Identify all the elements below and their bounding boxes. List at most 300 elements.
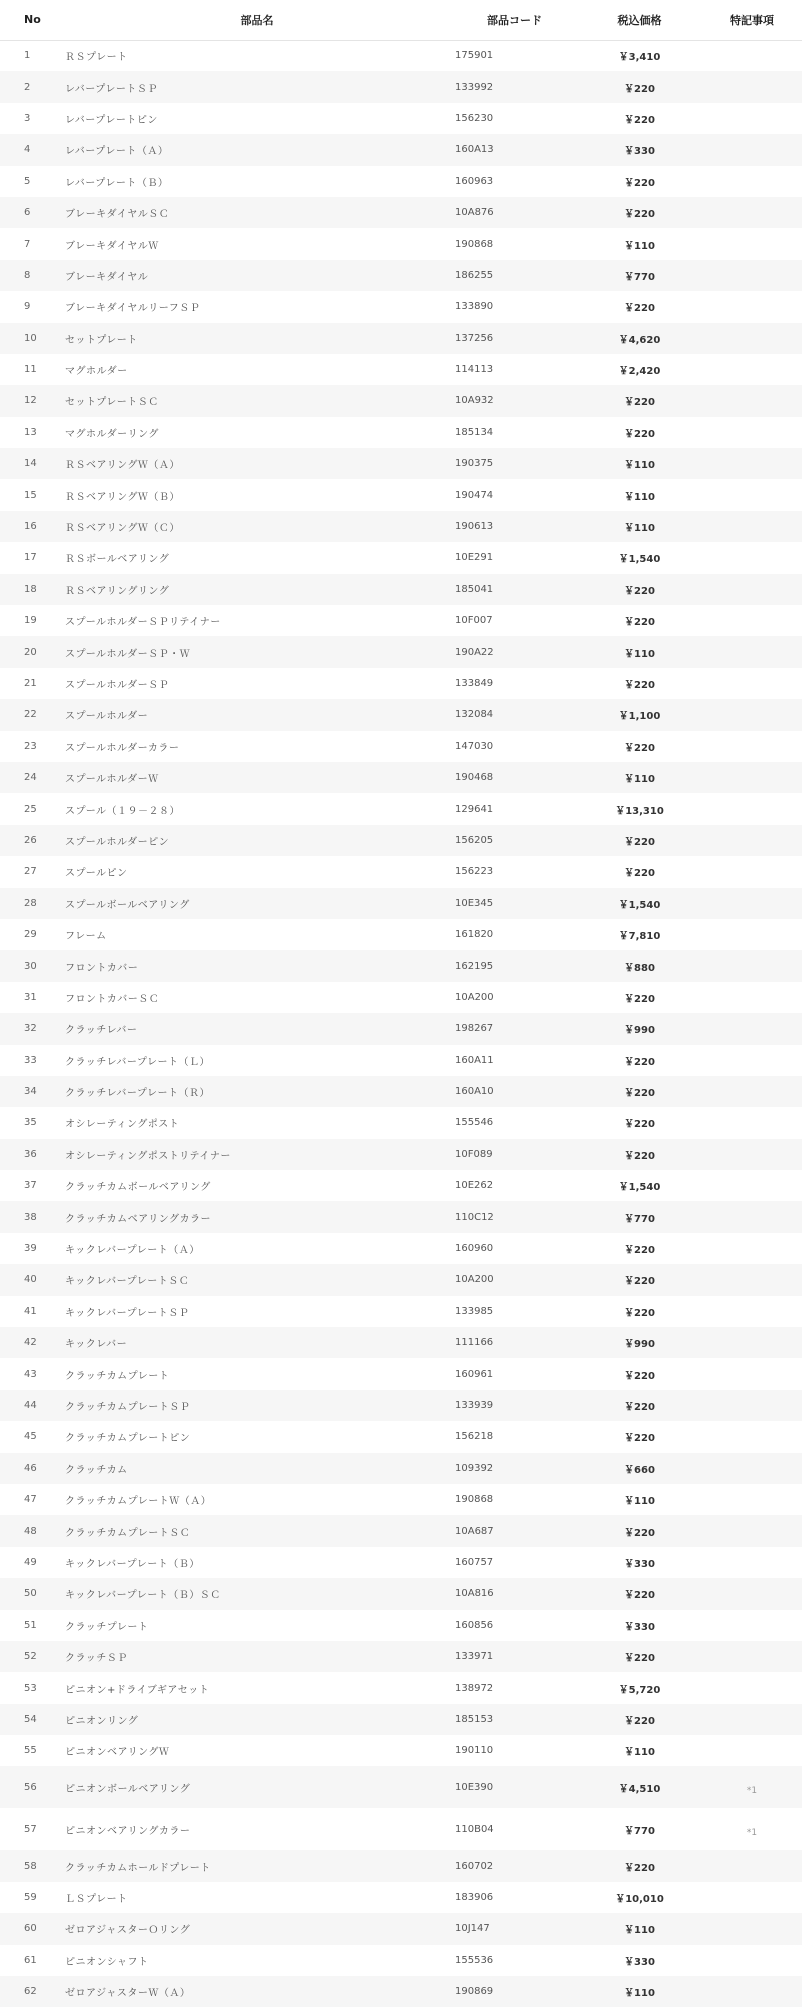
- note: [702, 1945, 802, 1976]
- part-name: クラッチカムベアリングカラー: [65, 1213, 211, 1225]
- part-name: スプール（１９－２８）: [65, 805, 180, 817]
- row-no: 56: [24, 1781, 37, 1793]
- part-code: 155546: [455, 1117, 494, 1129]
- header-part-code: 部品コード: [452, 0, 577, 40]
- part-code: 10E390: [455, 1781, 494, 1793]
- part-name: スプールホルダーＳＰリテイナー: [65, 617, 221, 629]
- table-row: [0, 1913, 802, 1944]
- part-code: 162195: [455, 960, 494, 972]
- part-name: ブレーキダイヤル: [65, 271, 149, 283]
- row-no: 50: [24, 1588, 37, 1600]
- part-name: セットプレートＳＣ: [65, 397, 159, 409]
- row-no: 6: [24, 207, 31, 219]
- note: [702, 856, 802, 887]
- part-name: マグホルダー: [65, 366, 128, 378]
- part-name: キックレバープレート（Ｂ）: [65, 1558, 200, 1570]
- price: ￥330: [624, 146, 655, 158]
- row-no: 4: [24, 144, 31, 156]
- note: [702, 1045, 802, 1076]
- note: [702, 636, 802, 667]
- row-no: 9: [24, 301, 31, 313]
- part-name: ＲＳベアリングリング: [65, 585, 170, 597]
- price: ￥220: [624, 1433, 655, 1445]
- price: ￥220: [624, 303, 655, 315]
- price: ￥220: [624, 1119, 655, 1131]
- note: [702, 1735, 802, 1766]
- part-code: 175901: [455, 50, 494, 62]
- price: ￥770: [624, 271, 655, 283]
- part-name: キックレバー: [65, 1339, 128, 1351]
- note: [702, 291, 802, 322]
- part-code: 190A22: [455, 646, 494, 658]
- part-code: 10A200: [455, 991, 494, 1003]
- row-no: 5: [24, 175, 31, 187]
- note: [702, 1672, 802, 1703]
- table-row: [0, 260, 802, 291]
- part-name: オシレーティングポスト: [65, 1119, 180, 1131]
- table-row: [0, 1296, 802, 1327]
- note: [702, 1578, 802, 1609]
- price: ￥110: [624, 1925, 655, 1937]
- part-code: 186255: [455, 269, 494, 281]
- part-name: クラッチカムプレートＳＣ: [65, 1527, 191, 1539]
- note: [702, 825, 802, 856]
- table-row: [0, 574, 802, 605]
- price: ￥220: [624, 1370, 655, 1382]
- note: [702, 1201, 802, 1232]
- part-code: 10F089: [455, 1148, 493, 1160]
- table-row: [0, 1850, 802, 1881]
- part-name: ブレーキダイヤルＷ: [65, 240, 159, 252]
- part-name: セットプレート: [65, 334, 138, 346]
- price: ￥220: [624, 177, 655, 189]
- price: ￥220: [624, 1150, 655, 1162]
- row-no: 60: [24, 1923, 37, 1935]
- price: ￥110: [624, 460, 655, 472]
- note: [702, 385, 802, 416]
- note: [702, 166, 802, 197]
- row-no: 16: [24, 521, 37, 533]
- table-row: [0, 197, 802, 228]
- table-row: [0, 1610, 802, 1641]
- row-no: 13: [24, 426, 37, 438]
- part-code: 155536: [455, 1954, 494, 1966]
- part-name: クラッチカムホールドプレート: [65, 1862, 211, 1874]
- part-code: 132084: [455, 709, 494, 721]
- note: [702, 731, 802, 762]
- note: [702, 354, 802, 385]
- table-row: [0, 919, 802, 950]
- note: [702, 1107, 802, 1138]
- price: ￥990: [624, 1339, 655, 1351]
- part-code: 198267: [455, 1023, 494, 1035]
- price: ￥330: [624, 1558, 655, 1570]
- note: [702, 950, 802, 981]
- part-code: 133971: [455, 1651, 494, 1663]
- price: ￥220: [624, 1056, 655, 1068]
- note: [702, 1358, 802, 1389]
- part-code: 147030: [455, 740, 494, 752]
- part-code: 161820: [455, 929, 494, 941]
- price: ￥660: [624, 1464, 655, 1476]
- row-no: 19: [24, 615, 37, 627]
- row-no: 14: [24, 458, 37, 470]
- row-no: 46: [24, 1462, 37, 1474]
- table-row: [0, 1233, 802, 1264]
- row-no: 57: [24, 1823, 37, 1835]
- price: ￥110: [624, 774, 655, 786]
- row-no: 43: [24, 1368, 37, 1380]
- price: ￥220: [624, 1527, 655, 1539]
- table-row: [0, 825, 802, 856]
- note: [702, 1913, 802, 1944]
- part-code: 133992: [455, 81, 494, 93]
- price: ￥220: [624, 1653, 655, 1665]
- row-no: 48: [24, 1525, 37, 1537]
- part-code: 10A876: [455, 207, 494, 219]
- row-no: 28: [24, 897, 37, 909]
- note: [702, 511, 802, 542]
- row-no: 15: [24, 489, 37, 501]
- price: ￥1,540: [618, 554, 661, 566]
- row-no: 51: [24, 1619, 37, 1631]
- table-row: [0, 1421, 802, 1452]
- part-name: ピニオンベアリングカラー: [65, 1825, 191, 1837]
- note: [702, 323, 802, 354]
- table-row: [0, 1107, 802, 1138]
- row-no: 23: [24, 740, 37, 752]
- note: [702, 1547, 802, 1578]
- note: [702, 103, 802, 134]
- price: ￥220: [624, 397, 655, 409]
- row-no: 25: [24, 803, 37, 815]
- table-row: [0, 542, 802, 573]
- header-part-name: 部品名: [62, 0, 452, 40]
- price: ￥7,810: [618, 931, 661, 943]
- part-name: フレーム: [65, 931, 107, 943]
- row-no: 18: [24, 583, 37, 595]
- table-row: [0, 448, 802, 479]
- part-code: 10A687: [455, 1525, 494, 1537]
- row-no: 52: [24, 1651, 37, 1663]
- note: *1: [746, 1828, 758, 1839]
- part-name: スプールホルダー: [65, 711, 149, 723]
- part-code: 160963: [455, 175, 494, 187]
- table-row: [0, 1735, 802, 1766]
- note: [702, 762, 802, 793]
- part-name: ＬＳプレート: [65, 1894, 128, 1906]
- part-code: 137256: [455, 332, 494, 344]
- row-no: 55: [24, 1745, 37, 1757]
- part-code: 109392: [455, 1462, 494, 1474]
- price: ￥4,620: [618, 334, 661, 346]
- header-row: [0, 0, 802, 40]
- part-name: スプールホルダーＳＰ: [65, 680, 170, 691]
- row-no: 49: [24, 1556, 37, 1568]
- part-name: スプールホルダーカラー: [65, 742, 180, 754]
- table-row: [0, 605, 802, 636]
- price: ￥1,540: [618, 1182, 661, 1194]
- note: [702, 1850, 802, 1881]
- part-name: ピニオンリング: [65, 1715, 139, 1727]
- price: ￥220: [624, 1276, 655, 1288]
- row-no: 42: [24, 1337, 37, 1349]
- table-row: [0, 291, 802, 322]
- table-row: [0, 1945, 802, 1976]
- note: [702, 1170, 802, 1201]
- note: [702, 40, 802, 71]
- price: ￥220: [624, 585, 655, 597]
- note: [702, 1327, 802, 1358]
- table-row: [0, 950, 802, 981]
- header-note: 特記事項: [702, 0, 802, 40]
- note: [702, 1013, 802, 1044]
- price: ￥220: [624, 617, 655, 629]
- table-row: [0, 1076, 802, 1107]
- note: [702, 71, 802, 102]
- part-code: 129641: [455, 803, 494, 815]
- part-code: 160A10: [455, 1086, 494, 1098]
- note: [702, 417, 802, 448]
- price: ￥220: [624, 1245, 655, 1257]
- row-no: 29: [24, 929, 37, 941]
- row-no: 7: [24, 238, 31, 250]
- price: ￥220: [624, 83, 655, 95]
- table-row: [0, 40, 802, 71]
- price: ￥10,010: [615, 1894, 664, 1906]
- table-row: [0, 1704, 802, 1735]
- note: [702, 1882, 802, 1913]
- note: [702, 1390, 802, 1421]
- row-no: 32: [24, 1023, 37, 1035]
- price: ￥110: [624, 240, 655, 252]
- part-code: 10J147: [455, 1923, 490, 1935]
- table-row: [0, 982, 802, 1013]
- table-row: [0, 1390, 802, 1421]
- part-name: ＲＳベアリングＷ（Ｂ）: [65, 491, 180, 503]
- part-name: オシレーティングポストリテイナー: [65, 1150, 231, 1162]
- part-code: 190868: [455, 1494, 494, 1506]
- table-row: [0, 888, 802, 919]
- table-row: [0, 354, 802, 385]
- note: [702, 1484, 802, 1515]
- part-code: 185153: [455, 1713, 494, 1725]
- table-row: [0, 793, 802, 824]
- table-row: [0, 1641, 802, 1672]
- part-name: クラッチカムプレートＷ（Ａ）: [65, 1496, 212, 1508]
- note: [702, 982, 802, 1013]
- table-row: [0, 731, 802, 762]
- row-no: 24: [24, 772, 37, 784]
- price: ￥3,410: [618, 52, 661, 64]
- row-no: 39: [24, 1243, 37, 1255]
- part-code: 133849: [455, 678, 494, 689]
- note: [702, 1704, 802, 1735]
- note: [702, 668, 802, 699]
- part-name: ピニオンボールベアリング: [65, 1783, 191, 1795]
- table-row: [0, 1882, 802, 1913]
- price: ￥330: [624, 1621, 655, 1633]
- note: [702, 888, 802, 919]
- price: ￥220: [624, 1401, 655, 1413]
- price: ￥220: [624, 1590, 655, 1602]
- price: ￥4,510: [618, 1783, 661, 1795]
- part-name: ゼロアジャスターＯリング: [65, 1925, 191, 1937]
- row-no: 36: [24, 1148, 37, 1160]
- part-code: 10E345: [455, 897, 494, 909]
- row-no: 2: [24, 81, 31, 93]
- note: [702, 134, 802, 165]
- part-code: 190375: [455, 458, 494, 470]
- table-row: [0, 1013, 802, 1044]
- note: [702, 605, 802, 636]
- price: ￥1,540: [618, 899, 661, 911]
- part-code: 10F007: [455, 615, 493, 627]
- price: ￥880: [624, 962, 655, 974]
- table-row: [0, 228, 802, 259]
- part-name: レバープレート（Ａ）: [65, 146, 169, 158]
- table-row: [0, 699, 802, 730]
- price: ￥110: [624, 1747, 655, 1759]
- part-name: クラッチカム: [65, 1464, 128, 1476]
- price: ￥110: [624, 1496, 655, 1508]
- part-name: スプールピン: [65, 868, 128, 880]
- part-code: 156230: [455, 112, 494, 124]
- note: [702, 1264, 802, 1295]
- note: [702, 1515, 802, 1546]
- price: ￥330: [624, 1956, 655, 1968]
- part-code: 114113: [455, 364, 494, 376]
- part-code: 160A13: [455, 144, 494, 156]
- table-row: [0, 511, 802, 542]
- note: [702, 197, 802, 228]
- part-code: 185041: [455, 583, 494, 595]
- price: ￥1,100: [618, 711, 661, 723]
- part-name: レバープレートピン: [65, 114, 158, 126]
- part-code: 110B04: [455, 1823, 494, 1835]
- row-no: 22: [24, 709, 37, 721]
- part-code: 156205: [455, 834, 494, 846]
- table-row: [0, 856, 802, 887]
- table-row: [0, 1976, 802, 2007]
- price: ￥220: [624, 1307, 655, 1319]
- note: [702, 1233, 802, 1264]
- table-row: [0, 668, 802, 699]
- part-code: 133939: [455, 1399, 494, 1411]
- part-name: キックレバープレート（Ｂ）ＳＣ: [65, 1590, 221, 1602]
- row-no: 35: [24, 1117, 37, 1129]
- part-name: スプールホルダーＷ: [65, 774, 159, 786]
- part-name: ピニオン+ドライブギアセット: [65, 1684, 210, 1696]
- part-name: フロントカバーＳＣ: [65, 993, 160, 1005]
- price: ￥110: [624, 523, 655, 535]
- part-name: ピニオンシャフト: [65, 1956, 149, 1968]
- row-no: 20: [24, 646, 37, 658]
- price: ￥220: [624, 1088, 655, 1100]
- table-row: [0, 103, 802, 134]
- part-code: 190868: [455, 238, 494, 250]
- part-name: フロントカバー: [65, 962, 139, 974]
- row-no: 11: [24, 364, 37, 376]
- row-no: 53: [24, 1682, 37, 1694]
- table-row: [0, 1139, 802, 1170]
- row-no: 62: [24, 1986, 37, 1998]
- table-row: [0, 1453, 802, 1484]
- part-name: キックレバープレートＳＣ: [65, 1276, 190, 1288]
- part-code: 133985: [455, 1305, 494, 1317]
- part-name: スプールホルダーＳＰ・Ｗ: [65, 648, 191, 660]
- price: ￥110: [624, 491, 655, 503]
- table-row: [0, 1808, 802, 1850]
- table-row: [0, 1484, 802, 1515]
- row-no: 58: [24, 1860, 37, 1872]
- part-name: スプールホルダーピン: [65, 836, 170, 848]
- part-name: クラッチプレート: [65, 1621, 149, 1633]
- part-name: クラッチレバー: [65, 1025, 138, 1037]
- row-no: 8: [24, 269, 31, 281]
- row-no: 40: [24, 1274, 37, 1286]
- price: ￥220: [624, 428, 655, 440]
- note: [702, 542, 802, 573]
- note: [702, 1421, 802, 1452]
- part-code: 190468: [455, 772, 494, 784]
- price: ￥220: [624, 742, 655, 754]
- part-code: 10E262: [455, 1180, 494, 1192]
- part-code: 160A11: [455, 1054, 494, 1066]
- price: ￥110: [624, 648, 655, 660]
- part-code: 190110: [455, 1745, 494, 1757]
- part-name: クラッチレバープレート（Ｌ）: [65, 1056, 210, 1068]
- part-code: 110C12: [455, 1211, 494, 1223]
- part-code: 156223: [455, 866, 494, 878]
- part-code: 160702: [455, 1860, 494, 1872]
- price: ￥2,420: [618, 366, 661, 378]
- row-no: 34: [24, 1086, 37, 1098]
- table-row: [0, 1201, 802, 1232]
- table-row: [0, 1358, 802, 1389]
- part-code: 185134: [455, 426, 494, 438]
- table-row: [0, 417, 802, 448]
- row-no: 26: [24, 834, 37, 846]
- table-row: [0, 1515, 802, 1546]
- table-row: [0, 1327, 802, 1358]
- part-code: 190869: [455, 1986, 494, 1998]
- part-name: ブレーキダイヤルリーフＳＰ: [65, 303, 201, 315]
- part-code: 10E291: [455, 552, 494, 564]
- note: [702, 574, 802, 605]
- price: ￥220: [624, 1715, 655, 1727]
- part-code: 190474: [455, 489, 494, 501]
- part-code: 111166: [455, 1337, 494, 1349]
- note: [702, 448, 802, 479]
- note: [702, 479, 802, 510]
- row-no: 21: [24, 678, 37, 689]
- row-no: 59: [24, 1892, 37, 1904]
- part-name: クラッチカムプレート: [65, 1370, 170, 1382]
- part-name: ＲＳボールベアリング: [65, 554, 170, 566]
- part-name: クラッチカムプレートピン: [65, 1433, 191, 1445]
- row-no: 33: [24, 1054, 37, 1066]
- row-no: 27: [24, 866, 37, 878]
- part-code: 183906: [455, 1892, 494, 1904]
- table-row: [0, 1547, 802, 1578]
- part-code: 156218: [455, 1431, 494, 1443]
- price: ￥5,720: [618, 1684, 661, 1696]
- part-name: ピニオンベアリングＷ: [65, 1747, 170, 1759]
- price: ￥770: [624, 1213, 655, 1225]
- row-no: 1: [24, 50, 31, 62]
- parts-table-body: [0, 40, 802, 2007]
